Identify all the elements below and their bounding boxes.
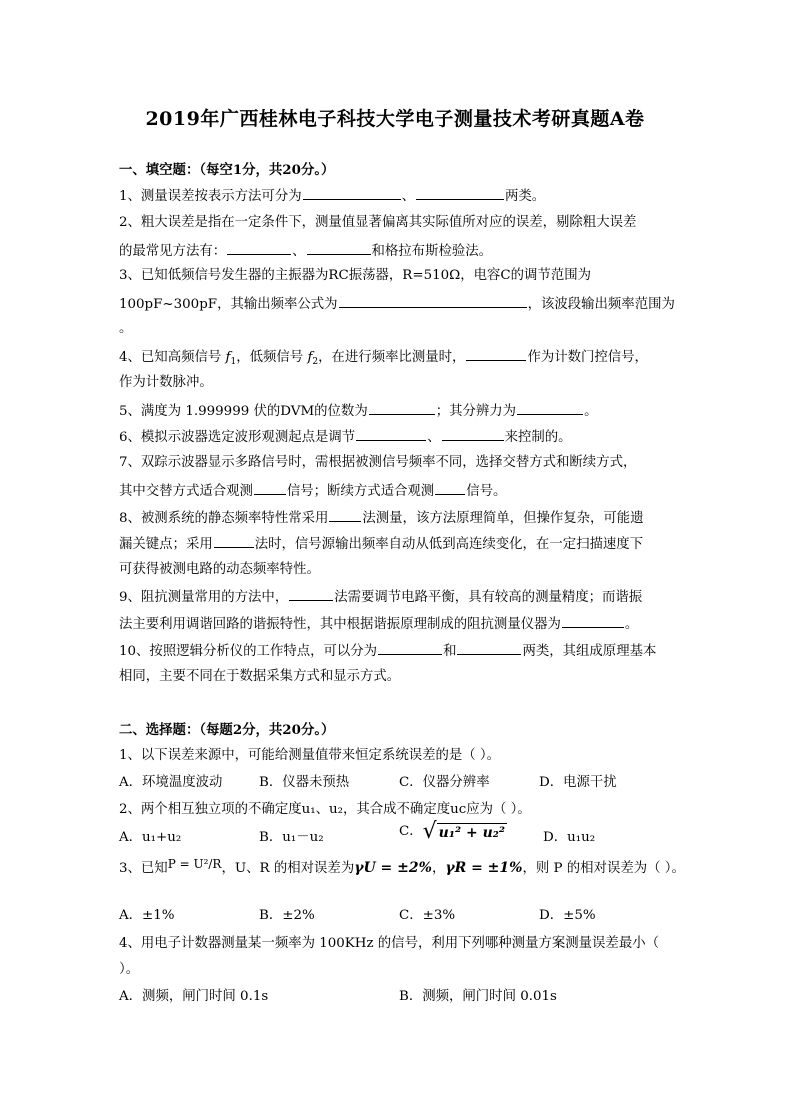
gamma-r-formula: γR = ±1%: [445, 860, 523, 876]
question-1-4-line2: 作为计数脉冲。: [119, 375, 213, 390]
option-a[interactable]: A．u₁+u₂: [119, 830, 182, 845]
answer-blank[interactable]: [562, 614, 624, 628]
question-1-7-line1: 7、双踪示波器显示多路信号时，需根据被测信号频率不同，选择交替方式和断续方式，: [119, 455, 637, 470]
question-1-8-line2: 漏关键点；采用 法时，信号源输出频率自动从低到高连续变化，在一定扫描速度下: [119, 534, 643, 554]
question-1-9-line1: 9、阻抗测量常用的方法中， 法需要调节电路平衡，具有较高的测量精度；而谐振: [119, 587, 642, 607]
question-2-1-stem: 1、以下误差来源中，可能给测量值带来恒定系统误差的是（ ）。: [119, 748, 501, 763]
question-2-3-stem: 3、已知P = U²/R，U、R 的相对误差为γU = ±2%，γR = ±1%，则 P 的相对误差为（ ）。: [119, 857, 685, 876]
question-1-7-line2: 其中交替方式适合观测 信号；断续方式适合观测 信号。: [119, 481, 506, 501]
answer-blank[interactable]: [378, 641, 442, 655]
question-1-3-line2: 100pF~300pF，其输出频率公式为 ，该波段输出频率范围为: [119, 294, 675, 314]
question-2-4-line2: ）。: [119, 962, 140, 977]
option-d[interactable]: D．±5%: [539, 908, 596, 923]
section-heading-multiple-choice: 二、选择题：（每题2分，共20分。）: [119, 722, 335, 738]
answer-blank[interactable]: [416, 186, 504, 200]
question-1-4-line1: 4、已知高频信号 $f_1$，低频信号 $f_2$，在进行频率比测量时， 作为计数门控信号，: [119, 347, 648, 371]
question-1-8-line1: 8、被测系统的静态频率特性常采用 法测量，该方法原理简单，但操作复杂，可能遗: [119, 508, 644, 528]
question-1-8-line3: 可获得被测电路的动态频率特性。: [119, 562, 320, 577]
answer-blank[interactable]: [457, 641, 521, 655]
option-b[interactable]: B．u₁－u₂: [259, 830, 324, 845]
option-d[interactable]: D．电源干扰: [539, 775, 617, 790]
question-1-10-line1: 10、按照逻辑分析仪的工作特点，可以分为 和 两类，其组成原理基本: [119, 641, 656, 661]
question-1-1: 1、测量误差按表示方法可分为 、 两类。: [119, 186, 545, 206]
answer-blank[interactable]: [435, 481, 465, 495]
question-1-2-line2: 的最常见方法有： 、 和格拉布斯检验法。: [119, 241, 492, 261]
section-heading-fill-blank: 一、填空题：（每空1分，共20分。）: [119, 162, 335, 178]
sqrt-symbol: √: [422, 819, 437, 844]
answer-blank[interactable]: [303, 186, 401, 200]
answer-blank[interactable]: [227, 241, 291, 255]
answer-blank[interactable]: [466, 347, 526, 361]
question-1-2-line1: 2、粗大误差是指在一定条件下，测量值显著偏离其实际值所对应的误差，剔除粗大误差: [119, 215, 637, 230]
option-a[interactable]: A．测频，闸门时间 0.1s: [119, 989, 269, 1004]
question-1-6: 6、模拟示波器选定波形观测起点是调节 、 来控制的。: [119, 427, 572, 447]
option-c[interactable]: C．±3%: [399, 908, 456, 923]
question-1-3-line3: 。: [119, 321, 133, 336]
answer-blank[interactable]: [214, 534, 254, 548]
answer-blank[interactable]: [254, 481, 286, 495]
option-a[interactable]: A．环境温度波动: [119, 775, 223, 790]
question-2-4-line1: 4、用电子计数器测量某一频率为 100KHz 的信号，利用下列哪种测量方案测量误差最小（: [119, 936, 659, 951]
option-c[interactable]: C． √ u₁² + u₂²: [399, 819, 506, 844]
question-2-2-stem: 2、两个相互独立项的不确定度u₁、u₂，其合成不确定度uc应为（ ）。: [119, 802, 531, 817]
answer-blank[interactable]: [339, 294, 527, 308]
square-root-expression: √ u₁² + u₂²: [422, 819, 506, 844]
option-b[interactable]: B．±2%: [259, 908, 315, 923]
answer-blank[interactable]: [442, 427, 504, 441]
option-b[interactable]: B．仪器未预热: [259, 775, 350, 790]
question-1-9-line2: 法主要利用调谐回路的谐振特性，其中根据谐振原理制成的阻抗测量仪器为 。: [119, 614, 638, 634]
answer-blank[interactable]: [369, 401, 435, 415]
answer-blank[interactable]: [517, 401, 583, 415]
power-formula: P = U²/R: [167, 857, 222, 871]
gamma-u-formula: γU = ±2%: [354, 860, 432, 876]
question-1-3-line1: 3、已知低频信号发生器的主振器为RC振荡器，R=510Ω，电容C的调节范围为: [119, 268, 591, 283]
answer-blank[interactable]: [356, 427, 426, 441]
question-1-5: 5、满度为 1.999999 伏的DVM的位数为 ；其分辨力为 。: [119, 401, 597, 421]
answer-blank[interactable]: [329, 508, 361, 522]
page-title: 2019年广西桂林电子科技大学电子测量技术考研真题A卷: [145, 108, 645, 130]
option-c[interactable]: C．仪器分辨率: [399, 775, 490, 790]
answer-blank[interactable]: [307, 241, 371, 255]
option-b[interactable]: B．测频，闸门时间 0.01s: [399, 989, 557, 1004]
question-1-10-line2: 相同，主要不同在于数据采集方式和显示方式。: [119, 669, 401, 684]
option-d[interactable]: D．u₁u₂: [543, 830, 596, 845]
option-a[interactable]: A．±1%: [119, 908, 175, 923]
answer-blank[interactable]: [289, 587, 333, 601]
